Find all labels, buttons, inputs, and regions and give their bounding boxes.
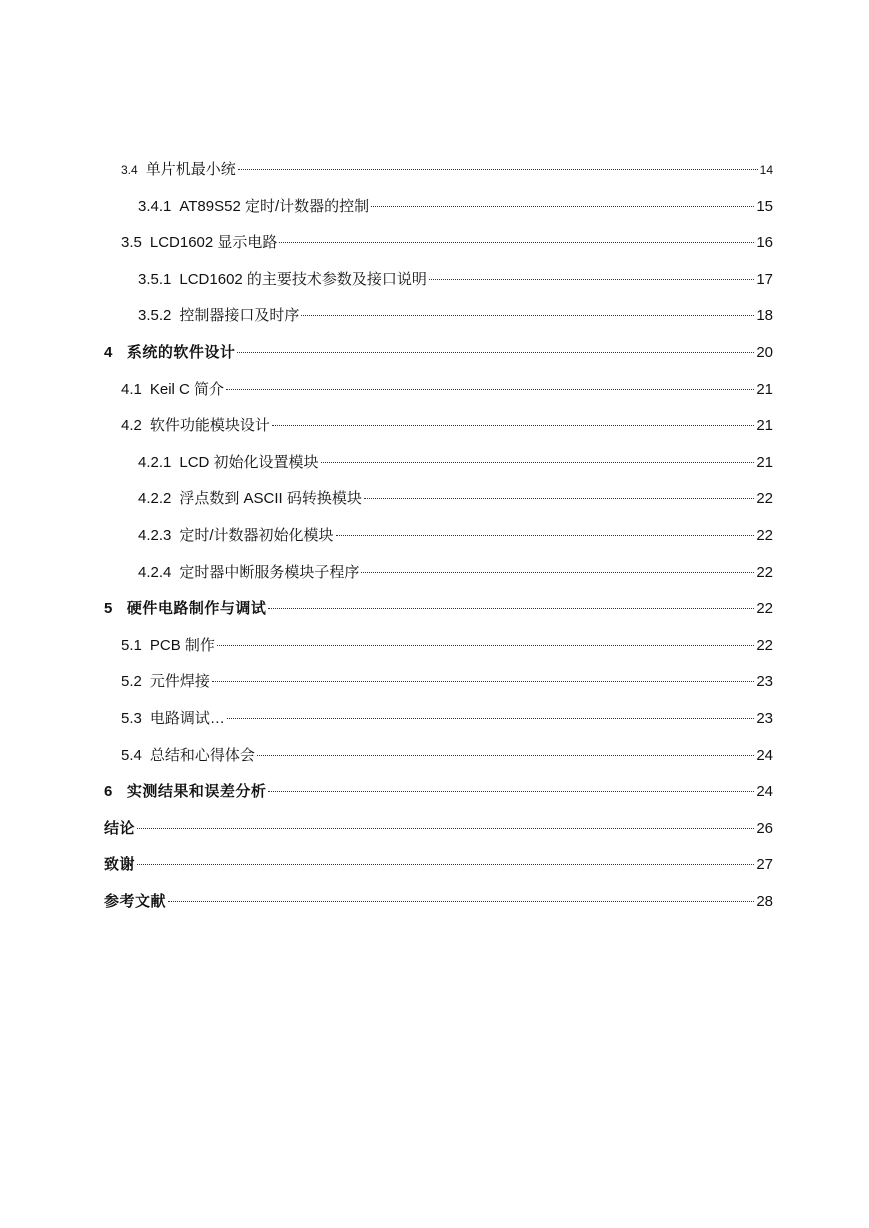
toc-entry-page-number: 23 xyxy=(756,710,773,727)
toc-entry-page-number: 24 xyxy=(756,783,773,801)
toc-dot-leader xyxy=(371,206,754,207)
toc-entry-text: 硬件电路制作与调试 xyxy=(126,600,267,618)
toc-entry-number: 4.2.4 xyxy=(138,563,172,581)
toc-dot-leader xyxy=(301,315,754,316)
toc-entry-page-number: 22 xyxy=(756,563,773,581)
toc-dot-leader xyxy=(268,791,754,792)
toc-dot-leader xyxy=(227,718,754,719)
toc-dot-leader xyxy=(429,279,754,280)
toc-entry-title xyxy=(121,416,270,436)
toc-entry-page-number: 18 xyxy=(756,307,773,325)
toc-entry-page-number: 20 xyxy=(756,344,773,361)
toc-entry-text: PCB 制作 xyxy=(149,636,215,654)
toc-entry-title xyxy=(121,709,225,729)
toc-entry-title xyxy=(104,782,266,802)
toc-dot-leader xyxy=(168,901,754,902)
toc-entry-number: 4.2.3 xyxy=(138,527,172,544)
toc-entry-title xyxy=(104,343,235,363)
toc-entry-page-number: 27 xyxy=(756,856,773,874)
toc-entry[interactable] xyxy=(104,343,773,363)
toc-entry[interactable] xyxy=(138,306,773,326)
toc-entry-page-number: 15 xyxy=(756,197,773,215)
toc-entry-title xyxy=(121,380,224,400)
toc-entry-text: AT89S52 定时/计数器的控制 xyxy=(179,197,370,215)
toc-dot-leader xyxy=(336,535,755,536)
toc-entry-number: 5 xyxy=(104,600,113,618)
toc-entry-title xyxy=(121,233,277,253)
toc-entry-text: 结论 xyxy=(104,819,136,837)
toc-entry[interactable] xyxy=(138,526,773,546)
toc-entry-number: 5.2 xyxy=(121,673,142,691)
toc-dot-leader xyxy=(361,572,754,573)
toc-entry-title xyxy=(121,746,255,766)
toc-entry-page-number: 22 xyxy=(756,600,773,618)
toc-entry-number: 4.2 xyxy=(121,417,142,435)
toc-entry-text: LCD1602 的主要技术参数及接口说明 xyxy=(179,270,427,288)
toc-entry-number: 3.5 xyxy=(121,234,142,252)
toc-entry-title xyxy=(138,563,359,583)
toc-entry-page-number: 28 xyxy=(756,893,773,910)
toc-entry-number: 4.2.1 xyxy=(138,453,172,471)
toc-entry[interactable] xyxy=(104,599,773,619)
toc-entry[interactable] xyxy=(104,819,773,839)
toc-entry-title xyxy=(121,672,210,692)
toc-dot-leader xyxy=(238,169,758,170)
toc-entry-title xyxy=(138,489,362,509)
toc-entry-page-number: 22 xyxy=(756,636,773,654)
toc-entry[interactable] xyxy=(121,160,773,180)
toc-entry-number: 6 xyxy=(104,783,113,801)
toc-entry[interactable] xyxy=(104,782,773,802)
toc-entry-text: 软件功能模块设计 xyxy=(149,417,270,435)
toc-entry-text: 系统的软件设计 xyxy=(126,344,236,361)
toc-entry-text: 控制器接口及时序 xyxy=(179,307,300,325)
toc-entry[interactable] xyxy=(121,380,773,400)
toc-entry[interactable] xyxy=(121,746,773,766)
toc-entry-title xyxy=(104,892,166,912)
toc-dot-leader xyxy=(268,608,754,609)
toc-entry-number: 4.2.2 xyxy=(138,490,172,508)
toc-entry-page-number: 22 xyxy=(756,527,773,544)
toc-entry-title xyxy=(138,453,319,473)
toc-entry[interactable] xyxy=(138,197,773,217)
toc-entry-text: 浮点数到 ASCII 码转换模块 xyxy=(179,490,362,508)
toc-entry-title xyxy=(121,160,236,180)
toc-entry-page-number: 24 xyxy=(756,746,773,764)
toc-entry-title xyxy=(104,855,135,875)
toc-entry-number: 5.1 xyxy=(121,636,142,654)
toc-entry[interactable] xyxy=(121,416,773,436)
toc-entry-text: 致谢 xyxy=(104,856,136,874)
toc-entry-page-number: 23 xyxy=(756,673,773,691)
toc-entry[interactable] xyxy=(104,855,773,875)
toc-entry[interactable] xyxy=(138,563,773,583)
toc-entry[interactable] xyxy=(121,709,773,729)
toc-dot-leader xyxy=(137,864,754,865)
toc-entry-page-number: 21 xyxy=(756,453,773,471)
toc-entry-page-number: 21 xyxy=(756,417,773,435)
toc-entry-number: 5.3 xyxy=(121,710,142,727)
toc-entry-number: 5.4 xyxy=(121,746,142,764)
toc-entry-title xyxy=(138,526,334,546)
toc-entry-text: 定时/计数器初始化模块 xyxy=(179,527,334,544)
toc-dot-leader xyxy=(364,498,754,499)
toc-entry[interactable] xyxy=(121,672,773,692)
toc-entry-title xyxy=(138,197,369,217)
toc-entry[interactable] xyxy=(121,233,773,253)
toc-entry-title xyxy=(104,819,135,839)
toc-dot-leader xyxy=(272,425,754,426)
toc-entry[interactable] xyxy=(138,270,773,290)
toc-entry-text: LCD1602 显示电路 xyxy=(149,234,278,252)
toc-entry-text: 单片机最小统 xyxy=(145,161,236,178)
toc-entry-page-number: 17 xyxy=(756,270,773,288)
toc-entry[interactable] xyxy=(138,453,773,473)
toc-entry-number: 3.4.1 xyxy=(138,197,172,215)
toc-entry-text: 定时器中断服务模块子程序 xyxy=(179,563,360,581)
toc-entry-title xyxy=(138,306,299,326)
toc-entry-page-number: 16 xyxy=(756,234,773,252)
toc-entry-page-number: 22 xyxy=(756,490,773,508)
toc-entry-page-number: 21 xyxy=(756,380,773,398)
toc-dot-leader xyxy=(212,681,754,682)
toc-entry-number: 4.1 xyxy=(121,380,142,398)
toc-entry-text: 实测结果和误差分析 xyxy=(126,783,267,801)
toc-entry-title xyxy=(138,270,427,290)
toc-entry-title xyxy=(121,636,215,656)
toc-entry-title xyxy=(104,599,266,619)
toc-entry-number: 4 xyxy=(104,344,113,361)
toc-entry-text: 电路调试… xyxy=(149,710,225,727)
toc-dot-leader xyxy=(279,242,754,243)
toc-dot-leader xyxy=(237,352,754,353)
toc-entry-number: 3.5.2 xyxy=(138,307,172,325)
toc-entry-text: Keil C 简介 xyxy=(149,380,225,398)
toc-entry-number: 3.4 xyxy=(121,163,138,177)
toc-dot-leader xyxy=(257,755,754,756)
toc-dot-leader xyxy=(226,389,754,390)
toc-entry-page-number: 26 xyxy=(756,819,773,837)
toc-entry[interactable] xyxy=(104,892,773,912)
toc-entry-text: 总结和心得体会 xyxy=(149,746,255,764)
toc-dot-leader xyxy=(217,645,754,646)
toc-entry-text: 元件焊接 xyxy=(149,673,210,691)
toc-entry[interactable] xyxy=(138,489,773,509)
toc-entry-text: LCD 初始化设置模块 xyxy=(179,453,319,471)
toc-entry-number: 3.5.1 xyxy=(138,270,172,288)
toc-dot-leader xyxy=(137,828,754,829)
toc-entry-text: 参考文献 xyxy=(104,893,167,910)
toc-dot-leader xyxy=(321,462,755,463)
toc-entry[interactable] xyxy=(121,636,773,656)
toc-entry-page-number: 14 xyxy=(759,163,773,177)
